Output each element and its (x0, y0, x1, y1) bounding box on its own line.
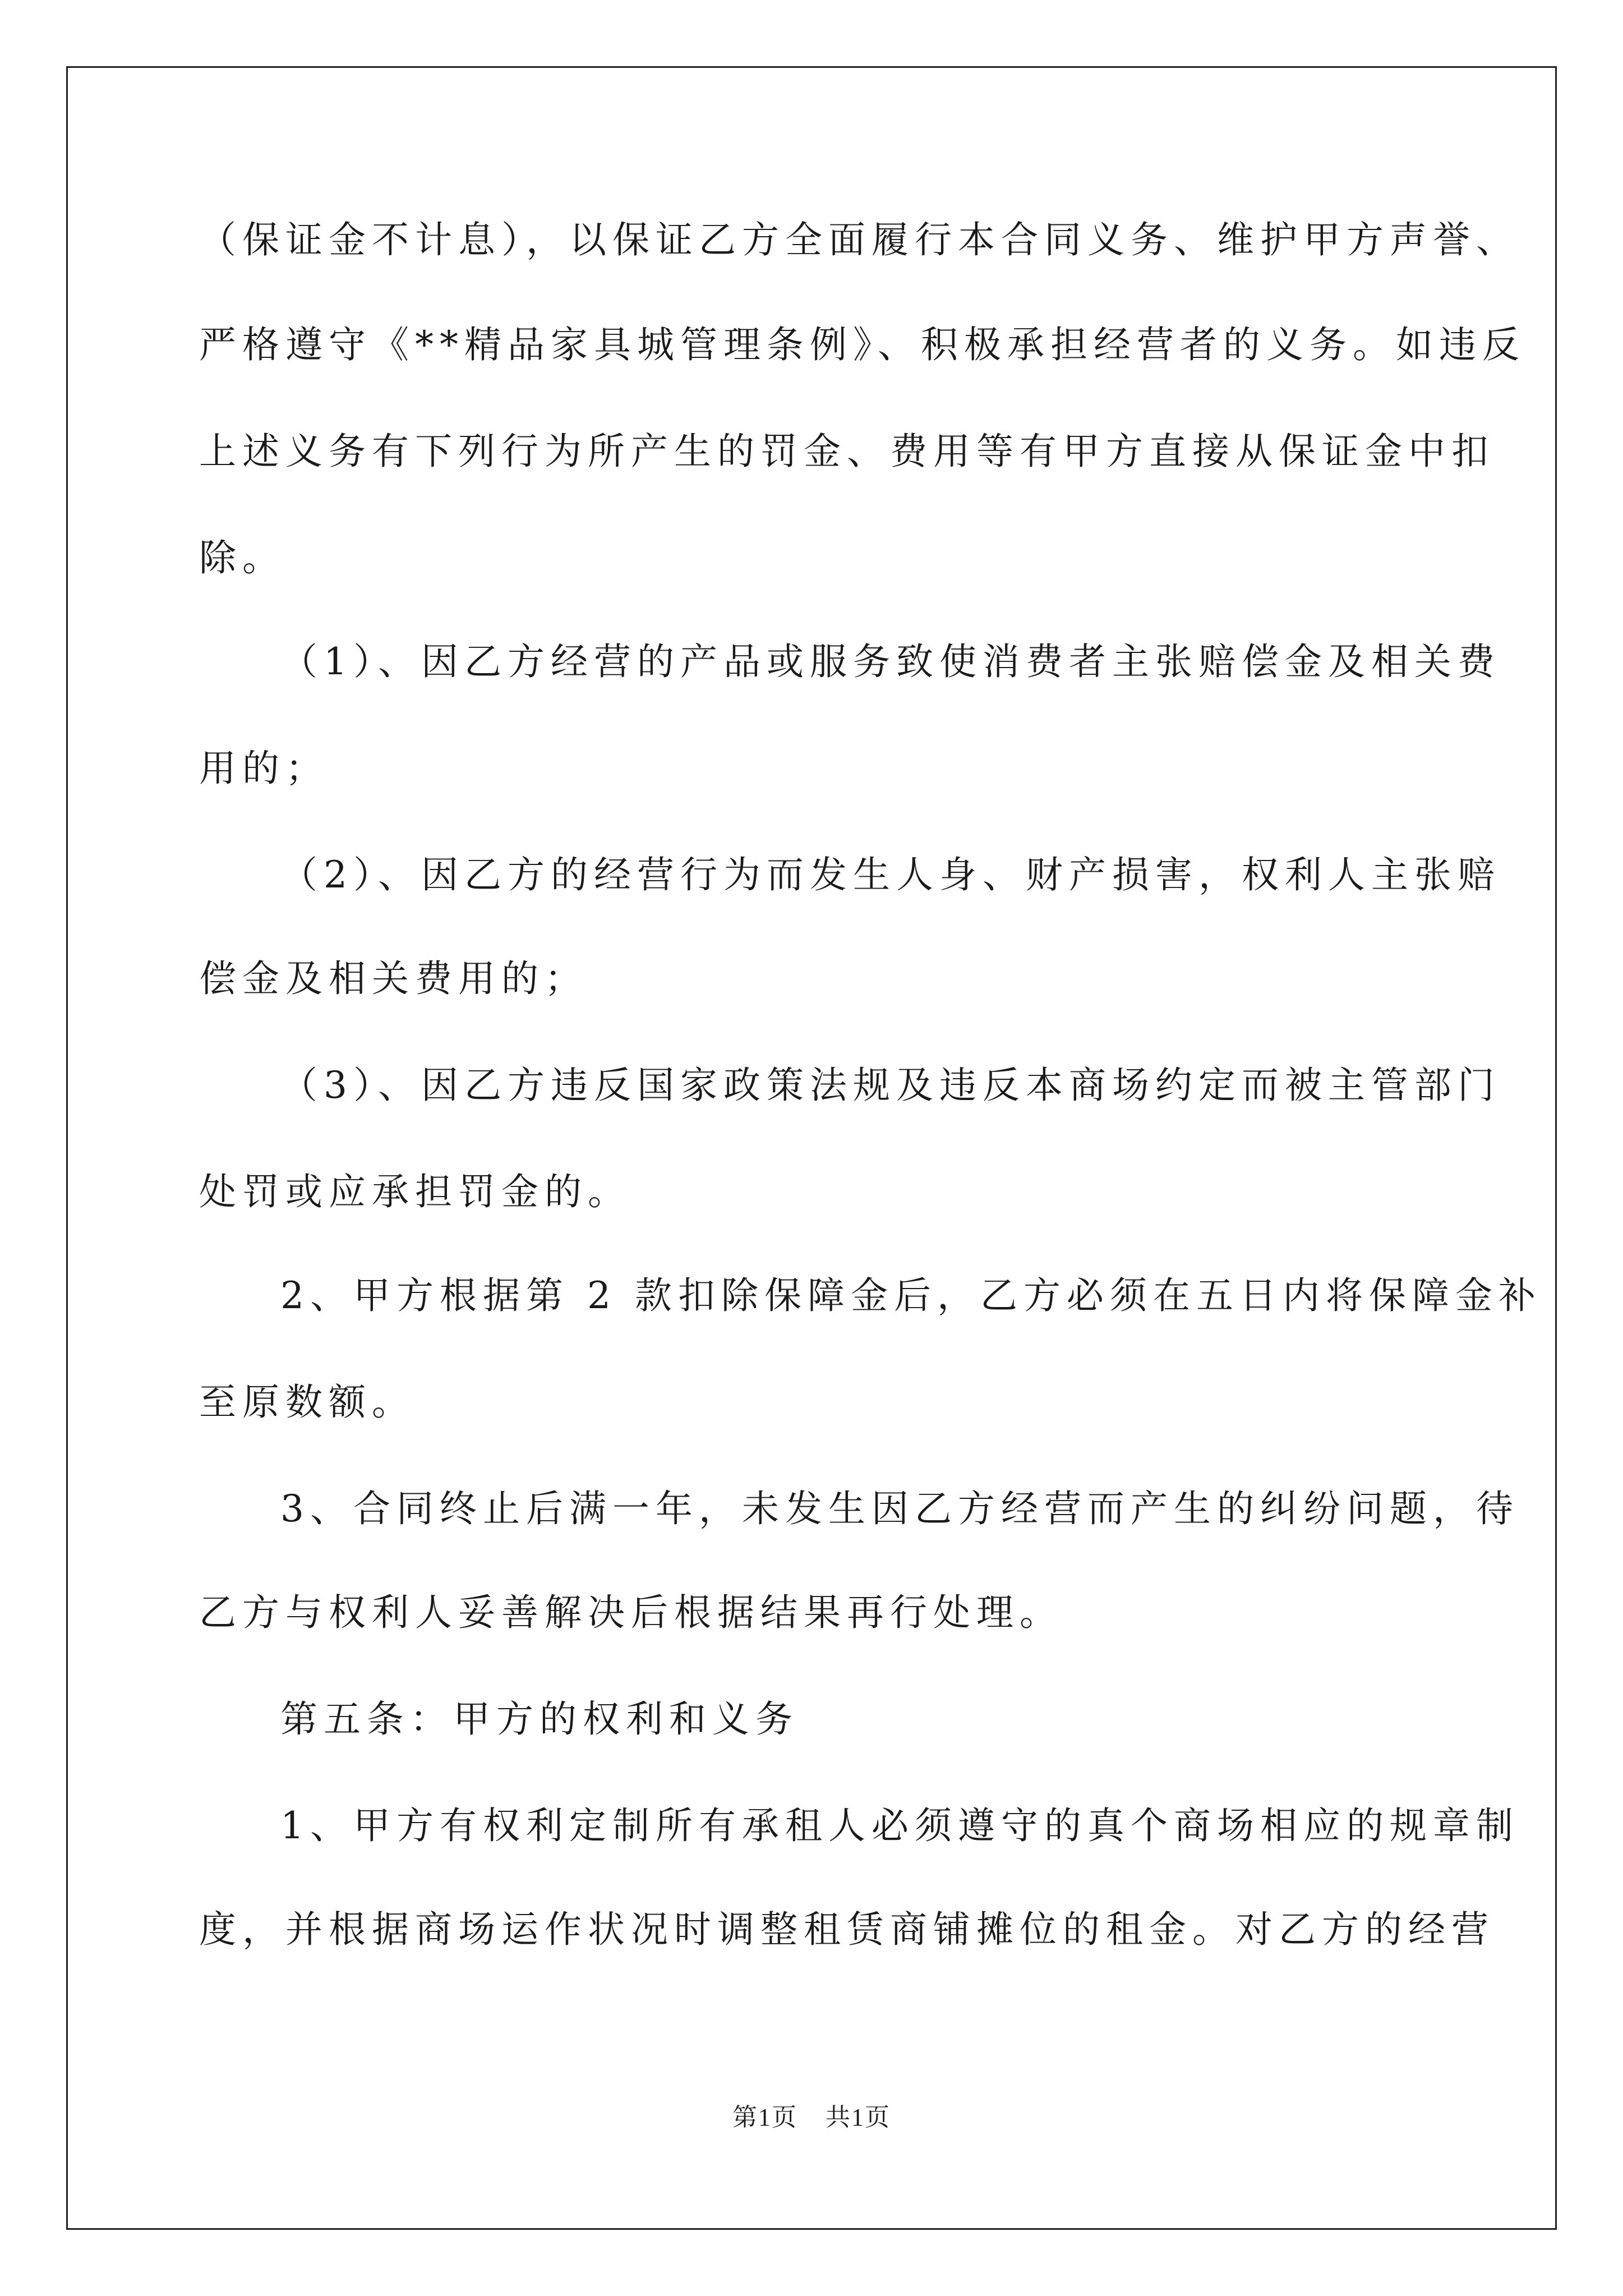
text-line: （3）、因乙方违反国家政策法规及违反本商场约定而被主管部门 (280, 1064, 1501, 1107)
text-line: （保证金不计息），以保证乙方全面履行本合同义务、维护甲方声誉、 (199, 218, 1519, 261)
page-total: 共1页 (826, 2104, 891, 2131)
text-line: 乙方与权利人妥善解决后根据结果再行处理。 (199, 1591, 1063, 1634)
text-line: （2）、因乙方的经营行为而发生人身、财产损害，权利人主张赔 (280, 853, 1501, 896)
text-line: 3、合同终止后满一年，未发生因乙方经营而产生的纠纷问题，待 (280, 1487, 1519, 1530)
text-line: 用的； (199, 747, 329, 790)
text-line: 2、甲方根据第 2 款扣除保障金后，乙方必须在五日内将保障金补 (280, 1274, 1542, 1317)
text-line: （1）、因乙方经营的产品或服务致使消费者主张赔偿金及相关费 (280, 640, 1501, 683)
text-line: 处罚或应承担罚金的。 (199, 1170, 631, 1213)
text-line: 1、甲方有权利定制所有承租人必须遵守的真个商场相应的规章制 (280, 1804, 1519, 1847)
text-line: 度，并根据商场运作状况时调整租赁商铺摊位的租金。对乙方的经营 (199, 1908, 1495, 1951)
page-border (66, 66, 1557, 2230)
text-line: 至原数额。 (199, 1381, 415, 1424)
page-footer (0, 2101, 1623, 2134)
text-line: 严格遵守《**精品家具城管理条例》、积极承担经营者的义务。如违反 (199, 323, 1525, 366)
section-heading: 第五条：甲方的权利和义务 (280, 1697, 799, 1741)
text-line: 除。 (199, 536, 285, 579)
text-line: 偿金及相关费用的； (199, 957, 588, 1000)
page-number: 第1页 (732, 2104, 797, 2131)
text-line: 上述义务有下列行为所产生的罚金、费用等有甲方直接从保证金中扣 (199, 430, 1495, 473)
